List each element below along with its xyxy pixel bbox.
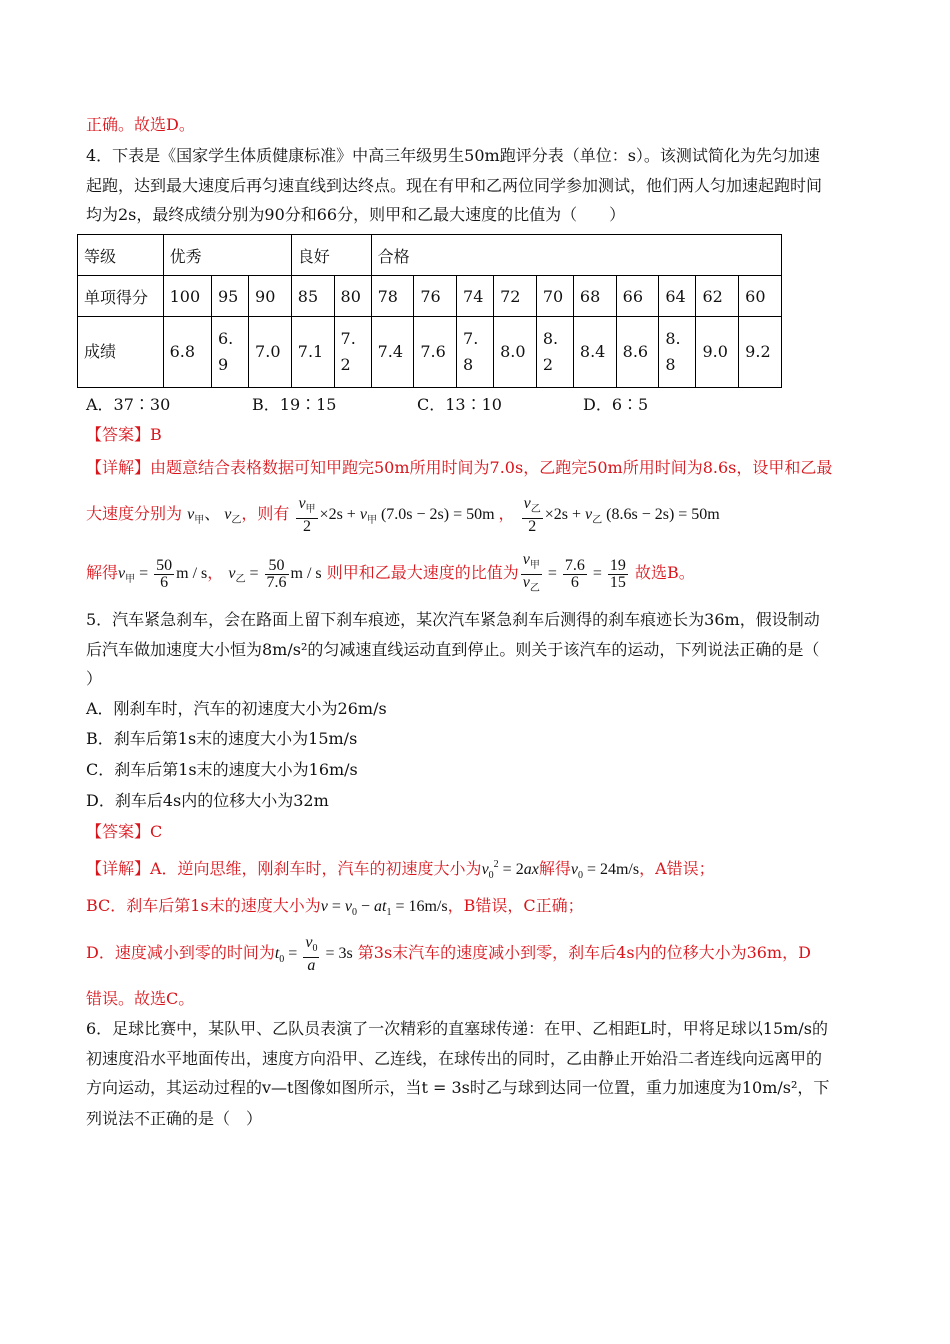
eq-v0-squared: $v_0^2 = 2ax$ (481, 859, 539, 881)
time-cell: 9.0 (696, 317, 739, 388)
equation-jia: $\frac{v_甲}{2}$ $\times 2s + v_甲$ (7.0s − 2s) = 50m (298, 494, 499, 535)
eq-v-at-1s: $v = v_0 - at_1 = 16m/s$ (320, 898, 448, 918)
q4-text-line-1: 4．下表是《国家学生体质健康标准》中高三年级男生50m跑评分表（单位：s）。该测试简化为先匀加速 (86, 146, 820, 165)
score-cell: 100 (163, 276, 211, 317)
time-cell: 8.0 (494, 317, 537, 388)
eq-stop-time: $t_0$ = $\frac{v_0}{a}$ = 3s (274, 933, 353, 974)
q4-answer: 【答案】B (86, 425, 162, 444)
time-cell: 7.6 (414, 317, 457, 388)
score-label: 单项得分 (78, 276, 164, 317)
q6-text-line-3: 方向运动，其运动过程的v—t图像如图所示，当t = 3s时乙与球到达同一位置，重力加速度为10m/s²，下 (86, 1078, 830, 1097)
q4-ratio-label: 则甲和乙最大速度的比值为 (326, 563, 519, 583)
q4-conclusion: 故选B。 (635, 563, 695, 583)
q5-option-a[interactable]: A．刚刹车时，汽车的初速度大小为26m/s (86, 699, 387, 718)
v-jia-v-yi: $v_甲$、 $v_乙$ (187, 506, 242, 526)
score-cell: 76 (414, 276, 457, 317)
score-cell: 85 (291, 276, 334, 317)
q4-detail-line-2: 大速度分别为 $v_甲$、 $v_乙$，则有 $\frac{v_甲}{2}$ $\times 2s + v_甲$ (7.0s − 2s) = 50m ， $\frac{v_乙}{2}$ $\times 2s + v_乙$ (8.6s − 2s) = 50m (86, 494, 720, 535)
score-cell: 60 (739, 276, 782, 317)
q5-option-d[interactable]: D．刹车后4s内的位移大小为32m (86, 791, 329, 810)
score-cell: 72 (494, 276, 537, 317)
time-cell: 9.2 (739, 317, 782, 388)
q5-detail-line-4: 错误。故选C。 (86, 989, 195, 1008)
q4-text-line-2: 起跑，达到最大速度后再匀速直线到达终点。现在有甲和乙两位同学参加测试，他们两人匀加速起跑时间 (86, 176, 823, 195)
q5-bc-verdict: ，B错误，C正确； (447, 896, 584, 915)
v-yi-result: $v_乙$ = $\frac{50}{7.6}$ m / s (228, 557, 322, 591)
q5-d-text: D．速度减小到零的时间为 (86, 943, 275, 962)
q5-text-line-3: ） (86, 669, 103, 688)
score-cell: 80 (334, 276, 371, 317)
q4-option-b[interactable]: B．19∶15 (252, 395, 337, 414)
grade-excellent: 优秀 (163, 235, 291, 276)
q5-bc-text: BC．刹车后第1s末的速度大小为 (86, 896, 321, 915)
eq-v0-result: $v_0 = 24m/s$ (570, 861, 640, 881)
score-cell: 68 (573, 276, 616, 317)
q4-detail-line-1: 【详解】由题意结合表格数据可知甲跑完50m所用时间为7.0s，乙跑完50m所用时间为8.6s，设甲和乙最 (86, 458, 833, 477)
grade-good: 良好 (291, 235, 371, 276)
score-cell: 70 (536, 276, 573, 317)
q4-option-a[interactable]: A．37∶30 (86, 395, 171, 414)
q4-text-line-3: 均为2s，最终成绩分别为90分和66分，则甲和乙最大速度的比值为（ ） (86, 205, 626, 224)
q4-solve-label: 解得 (86, 563, 119, 583)
time-cell: 7. 2 (334, 317, 371, 388)
q5-d-explanation: 第3s末汽车的速度减小到零，刹车后4s内的位移大小为36m，D (357, 943, 811, 962)
score-cell: 95 (211, 276, 248, 317)
q5-answer: 【答案】C (86, 822, 163, 841)
score-table (77, 234, 782, 388)
q5-detail-line-2 (86, 896, 860, 923)
time-cell: 7. 8 (457, 317, 494, 388)
time-cell: 8. 8 (659, 317, 696, 388)
score-cell: 66 (616, 276, 659, 317)
q5-option-b[interactable]: B．刹车后第1s末的速度大小为15m/s (86, 729, 358, 748)
grade-pass: 合格 (371, 235, 781, 276)
q5-a-verdict: ，A错误； (639, 859, 715, 878)
time-cell: 7.4 (371, 317, 414, 388)
q5-solve-label: 解得 (538, 859, 571, 878)
score-cell: 64 (659, 276, 696, 317)
score-cell: 78 (371, 276, 414, 317)
time-cell: 8.6 (616, 317, 659, 388)
time-cell: 8.4 (573, 317, 616, 388)
time-cell: 7.1 (291, 317, 334, 388)
q5-detail-line-3 (86, 933, 860, 973)
q5-detail-line-1 (86, 855, 860, 886)
v-jia-result: $v_甲$ = $\frac{50}{6}$ m / s (118, 557, 208, 591)
q5-text-line-2: 后汽车做加速度大小恒为8m/s²的匀减速直线运动直到停止。则关于该汽车的运动，下列说法正确的是（ (86, 640, 820, 659)
time-cell: 7.0 (249, 317, 292, 388)
q5-text-line-1: 5．汽车紧急刹车，会在路面上留下刹车痕迹，某次汽车紧急刹车后测得的刹车痕迹长为36m，假设制动 (86, 610, 820, 629)
time-cell: 6. 9 (211, 317, 248, 388)
q4-option-d[interactable]: D．6∶5 (583, 395, 649, 414)
q6-text-line-4: 列说法不正确的是（ ） (86, 1109, 263, 1128)
q6-text-line-2: 初速度沿水平地面传出，速度方向沿甲、乙连线，在球传出的同时，乙由静止开始沿二者连线向远离甲的 (86, 1049, 823, 1068)
time-cell: 8. 2 (536, 317, 573, 388)
score-cell: 74 (457, 276, 494, 317)
q4-option-c[interactable]: C．13∶10 (417, 395, 502, 414)
q4-detail-line-3: 解得$v_甲$ = $\frac{50}{6}$ m / s， $v_乙$ = $\frac{50}{7.6}$ m / s 则甲和乙最大速度的比值为 $\frac{v_甲}{v_乙}$ = $\frac{7.6}{6}$ = $\frac{19}{15}$ 故选B。 (86, 551, 695, 594)
score-cell: 62 (696, 276, 739, 317)
time-cell: 6.8 (163, 317, 211, 388)
q6-text-line-1: 6．足球比赛中，某队甲、乙队员表演了一次精彩的直塞球传递：在甲、乙相距L时，甲将足球以15m/s的 (86, 1019, 828, 1038)
grade-label: 等级 (78, 235, 164, 276)
ratio-result: $\frac{v_甲}{v_乙}$ = $\frac{7.6}{6}$ = $\frac{19}{15}$ (522, 551, 626, 594)
q4-detail-text: 大速度分别为 (86, 504, 183, 523)
q5-detail-a-text: 【详解】A．逆向思维，刚刹车时，汽车的初速度大小为 (86, 859, 482, 878)
equation-yi: $\frac{v_乙}{2}$ $\times 2s + v_乙$ (8.6s − 2s) = 50m (523, 494, 720, 535)
q5-option-c[interactable]: C．刹车后第1s末的速度大小为16m/s (86, 760, 358, 779)
score-cell: 90 (249, 276, 292, 317)
time-label: 成绩 (78, 317, 164, 388)
previous-answer-tail: 正确。故选D。 (86, 115, 195, 134)
